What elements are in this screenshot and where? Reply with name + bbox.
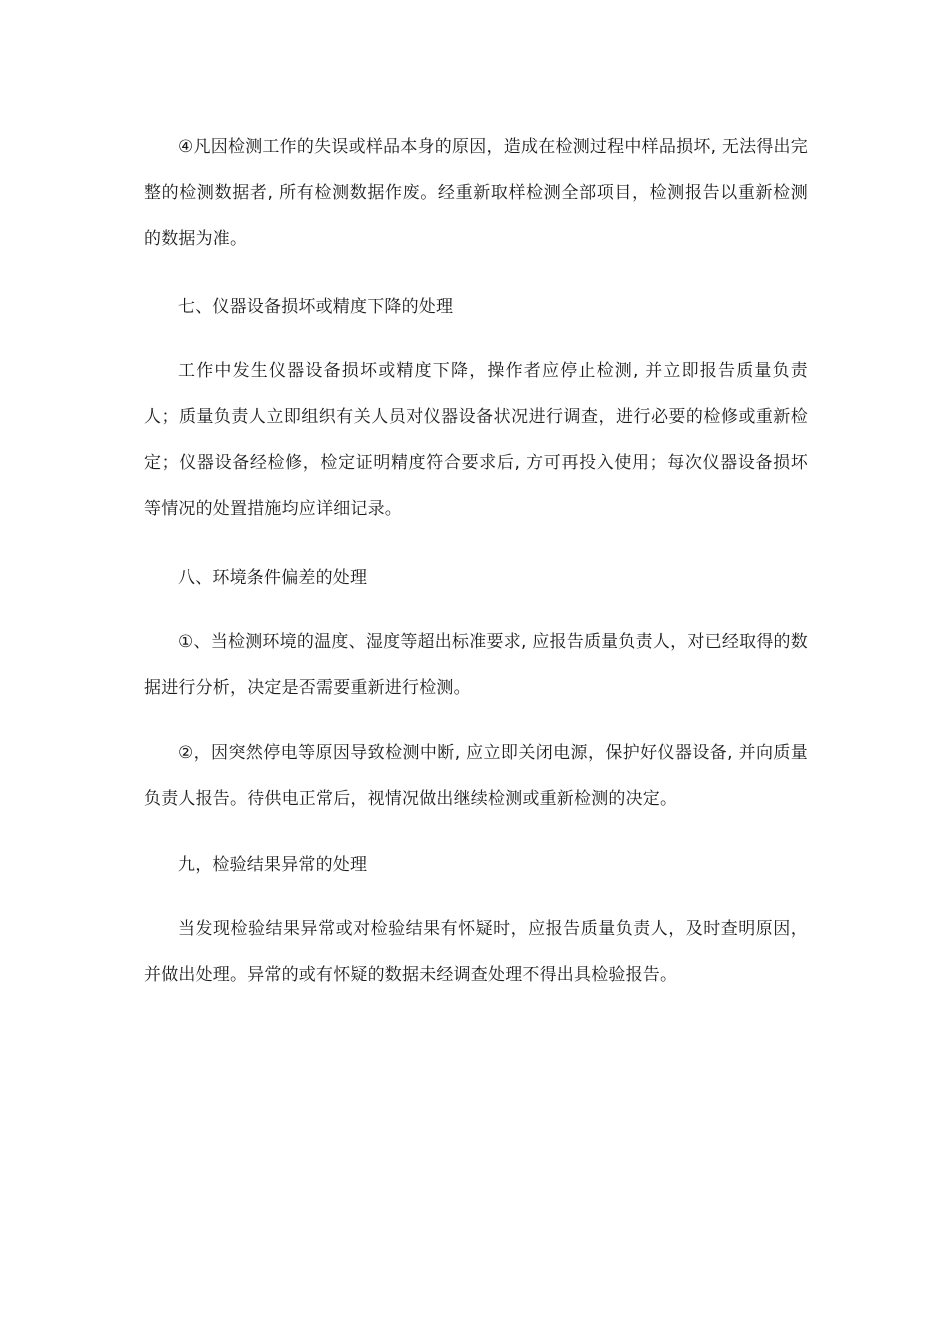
paragraph-item-8-2: ②，因突然停电等原因导致检测中断, 应立即关闭电源，保护好仪器设备, 并向质量负责人报告。待供电正常后，视情况做出继续检测或重新检测的决定。 [144,743,808,809]
paragraph-item-8-1: ①、当检测环境的温度、湿度等超出标准要求, 应报告质量负责人，对已经取得的数据进行分析，决定是否需要重新进行检测。 [144,632,808,698]
section-heading-7: 七、仪器设备损坏或精度下降的处理 [178,297,454,317]
paragraph-section-9: 当发现检验结果异常或对检验结果有怀疑时，应报告质量负责人，及时查明原因，并做出处理。异常的或有怀疑的数据未经调查处理不得出具检验报告。 [144,919,808,985]
section-heading-9: 九，检验结果异常的处理 [178,855,368,875]
paragraph-section-7: 工作中发生仪器设备损坏或精度下降，操作者应停止检测, 并立即报告质量负责人；质量负责人立即组织有关人员对仪器设备状况进行调查，进行必要的检修或重新检定；仪器设备经检修，检定证明精度符合要求后, 方可再投入使用；每次仪器设备损坏等情况的处置措施均应详细记录。 [144,361,808,519]
section-heading-8: 八、环境条件偏差的处理 [178,568,368,588]
paragraph-item-4: ④凡因检测工作的失误或样品本身的原因，造成在检测过程中样品损坏, 无法得出完整的检测数据者, 所有检测数据作废。经重新取样检测全部项目，检测报告以重新检测的数据为准。 [144,137,808,249]
